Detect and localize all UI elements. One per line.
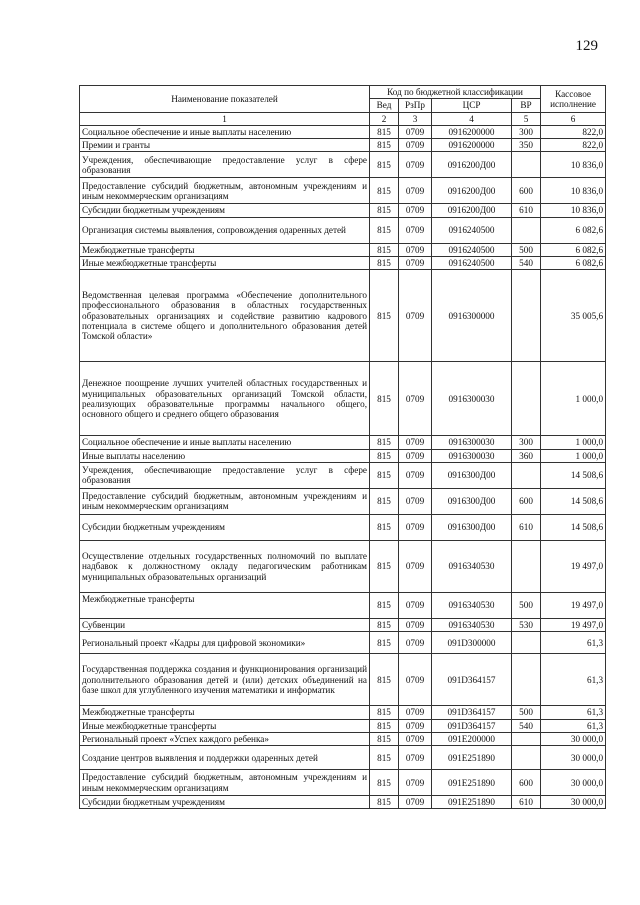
row-amount: 30 000,0	[541, 796, 606, 809]
row-ved: 815	[370, 152, 399, 178]
row-rzpr: 0709	[399, 770, 432, 796]
row-csr: 091E200000	[432, 732, 512, 745]
row-amount: 61,3	[541, 632, 606, 654]
table-row	[80, 270, 606, 362]
row-ved: 815	[370, 362, 399, 436]
table-row	[80, 540, 606, 592]
row-amount: 35 005,6	[541, 270, 606, 362]
row-vr	[512, 746, 541, 770]
row-rzpr: 0709	[399, 449, 432, 462]
row-name: Государственная поддержка создания и функционирования организаций дополнительного образования детей и (или) детских объединений на базе школ для углубленного изучения математики и информатик	[80, 654, 370, 706]
row-rzpr: 0709	[399, 178, 432, 204]
row-rzpr: 0709	[399, 257, 432, 270]
table-row	[80, 770, 606, 796]
row-vr: 300	[512, 125, 541, 138]
row-rzpr: 0709	[399, 746, 432, 770]
row-ved: 815	[370, 706, 399, 719]
row-csr: 091E251890	[432, 746, 512, 770]
row-ved: 815	[370, 796, 399, 809]
row-vr: 600	[512, 178, 541, 204]
row-amount: 6 082,6	[541, 217, 606, 243]
table-row	[80, 732, 606, 745]
row-csr: 0916200Д00	[432, 178, 512, 204]
row-vr: 500	[512, 592, 541, 618]
row-csr: 0916340530	[432, 592, 512, 618]
row-name: Субсидии бюджетным учреждениям	[80, 796, 370, 809]
row-csr: 0916200000	[432, 139, 512, 152]
table-row	[80, 139, 606, 152]
row-amount: 14 508,6	[541, 488, 606, 514]
row-rzpr: 0709	[399, 706, 432, 719]
row-amount: 14 508,6	[541, 514, 606, 540]
table-row	[80, 217, 606, 243]
row-amount: 61,3	[541, 706, 606, 719]
table-row	[80, 449, 606, 462]
row-name: Социальное обеспечение и иные выплаты населению	[80, 125, 370, 138]
row-rzpr: 0709	[399, 125, 432, 138]
row-name: Организация системы выявления, сопровождения одаренных детей	[80, 217, 370, 243]
row-ved: 815	[370, 462, 399, 488]
row-rzpr: 0709	[399, 618, 432, 631]
row-rzpr: 0709	[399, 592, 432, 618]
column-number-row	[80, 112, 606, 125]
col-number: 2	[370, 112, 399, 125]
row-csr: 0916300Д00	[432, 462, 512, 488]
row-rzpr: 0709	[399, 462, 432, 488]
row-ved: 815	[370, 125, 399, 138]
row-csr: 0916200Д00	[432, 152, 512, 178]
row-ved: 815	[370, 243, 399, 256]
row-rzpr: 0709	[399, 796, 432, 809]
row-rzpr: 0709	[399, 139, 432, 152]
table-row	[80, 618, 606, 631]
row-ved: 815	[370, 488, 399, 514]
row-csr: 0916200000	[432, 125, 512, 138]
header-rzpr: РзПр	[399, 99, 432, 112]
row-amount: 1 000,0	[541, 449, 606, 462]
row-ved: 815	[370, 178, 399, 204]
row-vr	[512, 462, 541, 488]
row-name: Субсидии бюджетным учреждениям	[80, 514, 370, 540]
row-vr: 610	[512, 796, 541, 809]
row-name: Ведомственная целевая программа «Обеспечение дополнительного профессионального образования в областных государственных образовательных организациях и содействие развитию кадрового потенциала в системе общего и дополнительного образования детей Томской области»	[80, 270, 370, 362]
row-ved: 815	[370, 746, 399, 770]
row-amount: 14 508,6	[541, 462, 606, 488]
row-name: Субсидии бюджетным учреждениям	[80, 204, 370, 217]
row-vr: 540	[512, 719, 541, 732]
row-name: Иные выплаты населению	[80, 449, 370, 462]
table-row	[80, 125, 606, 138]
row-ved: 815	[370, 540, 399, 592]
row-vr: 600	[512, 770, 541, 796]
row-name: Межбюджетные трансферты	[80, 592, 370, 618]
row-name: Осуществление отдельных государственных полномочий по выплате надбавок к должностному окладу педагогическим работникам муниципальных образовательных организаций	[80, 540, 370, 592]
row-rzpr: 0709	[399, 488, 432, 514]
row-amount: 61,3	[541, 654, 606, 706]
col-number: 4	[432, 112, 512, 125]
row-csr: 0916300030	[432, 362, 512, 436]
row-rzpr: 0709	[399, 732, 432, 745]
row-csr: 0916340530	[432, 618, 512, 631]
row-ved: 815	[370, 204, 399, 217]
row-ved: 815	[370, 592, 399, 618]
row-amount: 30 000,0	[541, 746, 606, 770]
table-row	[80, 204, 606, 217]
row-ved: 815	[370, 732, 399, 745]
table-row	[80, 632, 606, 654]
table-row	[80, 592, 606, 618]
row-name: Иные межбюджетные трансферты	[80, 719, 370, 732]
col-number: 3	[399, 112, 432, 125]
row-name: Межбюджетные трансферты	[80, 243, 370, 256]
table-row	[80, 436, 606, 449]
row-rzpr: 0709	[399, 204, 432, 217]
row-csr: 0916300Д00	[432, 514, 512, 540]
row-ved: 815	[370, 632, 399, 654]
row-amount: 10 836,0	[541, 152, 606, 178]
row-vr	[512, 732, 541, 745]
row-rzpr: 0709	[399, 540, 432, 592]
row-rzpr: 0709	[399, 632, 432, 654]
header-csr: ЦСР	[432, 99, 512, 112]
row-vr: 610	[512, 514, 541, 540]
row-csr: 0916300030	[432, 449, 512, 462]
row-amount: 822,0	[541, 139, 606, 152]
row-rzpr: 0709	[399, 270, 432, 362]
table-row	[80, 488, 606, 514]
row-amount: 1 000,0	[541, 436, 606, 449]
row-ved: 815	[370, 449, 399, 462]
table-row	[80, 706, 606, 719]
row-rzpr: 0709	[399, 514, 432, 540]
row-csr: 091D364157	[432, 719, 512, 732]
row-vr: 610	[512, 204, 541, 217]
table-row	[80, 796, 606, 809]
row-csr: 091E251890	[432, 770, 512, 796]
row-name: Межбюджетные трансферты	[80, 706, 370, 719]
row-name: Учреждения, обеспечивающие предоставление услуг в сфере образования	[80, 152, 370, 178]
row-vr: 300	[512, 436, 541, 449]
row-vr: 350	[512, 139, 541, 152]
row-vr: 540	[512, 257, 541, 270]
row-rzpr: 0709	[399, 243, 432, 256]
row-amount: 1 000,0	[541, 362, 606, 436]
row-amount: 6 082,6	[541, 243, 606, 256]
row-vr: 600	[512, 488, 541, 514]
row-vr	[512, 654, 541, 706]
row-vr: 500	[512, 706, 541, 719]
row-ved: 815	[370, 719, 399, 732]
page-number: 129	[575, 38, 598, 54]
row-amount: 30 000,0	[541, 770, 606, 796]
row-amount: 19 497,0	[541, 540, 606, 592]
row-name: Региональный проект «Успех каждого ребенка»	[80, 732, 370, 745]
row-csr: 0916300030	[432, 436, 512, 449]
row-csr: 091D364157	[432, 706, 512, 719]
table-row	[80, 178, 606, 204]
row-amount: 10 836,0	[541, 178, 606, 204]
row-amount: 61,3	[541, 719, 606, 732]
row-ved: 815	[370, 139, 399, 152]
row-name: Социальное обеспечение и иные выплаты населению	[80, 436, 370, 449]
row-rzpr: 0709	[399, 152, 432, 178]
table-row	[80, 362, 606, 436]
row-csr: 0916240500	[432, 243, 512, 256]
header-code-group: Код по бюджетной классификации	[370, 86, 541, 99]
row-amount: 30 000,0	[541, 732, 606, 745]
row-amount: 10 836,0	[541, 204, 606, 217]
table-row	[80, 462, 606, 488]
row-rzpr: 0709	[399, 719, 432, 732]
header-amount: Кассовое исполнение	[541, 86, 606, 113]
row-amount: 822,0	[541, 125, 606, 138]
row-csr: 0916340530	[432, 540, 512, 592]
row-vr	[512, 540, 541, 592]
row-csr: 0916200Д00	[432, 204, 512, 217]
row-name: Субвенции	[80, 618, 370, 631]
row-ved: 815	[370, 436, 399, 449]
row-ved: 815	[370, 257, 399, 270]
row-ved: 815	[370, 618, 399, 631]
row-ved: 815	[370, 217, 399, 243]
header-row-top	[80, 86, 606, 99]
table-row	[80, 152, 606, 178]
row-csr: 0916300000	[432, 270, 512, 362]
row-name: Региональный проект «Кадры для цифровой экономики»	[80, 632, 370, 654]
row-rzpr: 0709	[399, 654, 432, 706]
row-vr: 360	[512, 449, 541, 462]
row-vr	[512, 362, 541, 436]
row-rzpr: 0709	[399, 436, 432, 449]
row-name: Создание центров выявления и поддержки одаренных детей	[80, 746, 370, 770]
row-name: Премии и гранты	[80, 139, 370, 152]
table-row	[80, 719, 606, 732]
row-amount: 6 082,6	[541, 257, 606, 270]
row-name: Иные межбюджетные трансферты	[80, 257, 370, 270]
row-name: Денежное поощрение лучших учителей областных государственных и муниципальных образовательных организаций Томской области, реализующих образовательные программы начального общего, основного общего и среднего общего образования	[80, 362, 370, 436]
row-csr: 091D364157	[432, 654, 512, 706]
row-amount: 19 497,0	[541, 592, 606, 618]
row-ved: 815	[370, 514, 399, 540]
table-row	[80, 746, 606, 770]
col-number: 5	[512, 112, 541, 125]
row-name: Учреждения, обеспечивающие предоставление услуг в сфере образования	[80, 462, 370, 488]
table-row	[80, 514, 606, 540]
row-vr	[512, 632, 541, 654]
header-vr: ВР	[512, 99, 541, 112]
row-csr: 0916240500	[432, 257, 512, 270]
header-name: Наименование показателей	[80, 86, 370, 113]
row-rzpr: 0709	[399, 217, 432, 243]
table-row	[80, 257, 606, 270]
row-name: Предоставление субсидий бюджетным, автономным учреждениям и иным некоммерческим организациям	[80, 770, 370, 796]
row-name: Предоставление субсидий бюджетным, автономным учреждениям и иным некоммерческим организациям	[80, 488, 370, 514]
row-vr: 500	[512, 243, 541, 256]
row-vr	[512, 152, 541, 178]
table-row	[80, 654, 606, 706]
col-number: 6	[541, 112, 606, 125]
col-number: 1	[80, 112, 370, 125]
row-csr: 091D300000	[432, 632, 512, 654]
row-vr: 530	[512, 618, 541, 631]
row-csr: 091E251890	[432, 796, 512, 809]
row-csr: 0916300Д00	[432, 488, 512, 514]
row-amount: 19 497,0	[541, 618, 606, 631]
row-name: Предоставление субсидий бюджетным, автономным учреждениям и иным некоммерческим организациям	[80, 178, 370, 204]
header-ved: Вед	[370, 99, 399, 112]
row-ved: 815	[370, 770, 399, 796]
table-row	[80, 243, 606, 256]
row-vr	[512, 270, 541, 362]
row-rzpr: 0709	[399, 362, 432, 436]
budget-table	[79, 85, 606, 809]
row-ved: 815	[370, 270, 399, 362]
row-csr: 0916240500	[432, 217, 512, 243]
row-ved: 815	[370, 654, 399, 706]
row-vr	[512, 217, 541, 243]
